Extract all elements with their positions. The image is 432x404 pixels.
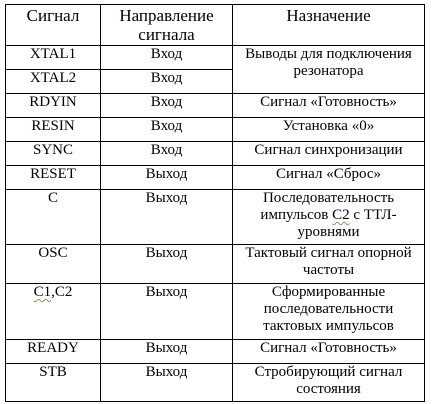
- cell-direction: Выход: [101, 340, 233, 364]
- cell-signal: READY: [6, 340, 101, 364]
- cell-signal: C: [6, 190, 101, 245]
- table-row: [6, 364, 425, 402]
- header-direction: Направление сигнала: [101, 5, 233, 46]
- cell-purpose: Сигнал «Сброс»: [233, 166, 425, 190]
- cell-direction: Выход: [101, 284, 233, 340]
- cell-direction: Вход: [101, 142, 233, 166]
- cell-purpose: [233, 190, 425, 245]
- table-row: [6, 284, 425, 340]
- cell-direction: Выход: [101, 245, 233, 284]
- table-row: [6, 340, 425, 364]
- cell-signal: SYNC: [6, 142, 101, 166]
- cell-signal: RESET: [6, 166, 101, 190]
- cell-signal: [6, 284, 101, 340]
- table-row: [6, 166, 425, 190]
- purpose-c2: С2: [332, 207, 350, 223]
- table-row: [6, 245, 425, 284]
- table-row: [6, 190, 425, 245]
- header-row: [6, 5, 425, 46]
- signal-c2: ,С2: [51, 284, 73, 300]
- cell-direction: Выход: [101, 364, 233, 402]
- cell-direction: Вход: [101, 118, 233, 142]
- purpose-text: Последовательность импульсов: [260, 190, 395, 223]
- cell-purpose: Стробирующий сигнал состояния: [233, 364, 425, 402]
- cell-direction: Вход: [101, 94, 233, 118]
- cell-purpose: Выводы для подключения резонатора: [233, 46, 425, 94]
- cell-signal: OSC: [6, 245, 101, 284]
- cell-purpose: Сигнал «Готовность»: [233, 340, 425, 364]
- cell-direction: Вход: [101, 46, 233, 70]
- cell-purpose: Сигнал синхронизации: [233, 142, 425, 166]
- cell-direction: Вход: [101, 70, 233, 94]
- cell-purpose: Сформированные последовательности тактовых импульсов: [233, 284, 425, 340]
- header-purpose: Назначение: [233, 5, 425, 46]
- table-row: [6, 94, 425, 118]
- header-signal: Сигнал: [6, 5, 101, 46]
- cell-purpose: Тактовый сигнал опорной частоты: [233, 245, 425, 284]
- cell-direction: Выход: [101, 166, 233, 190]
- cell-direction: Выход: [101, 190, 233, 245]
- cell-purpose: Установка «0»: [233, 118, 425, 142]
- cell-signal: XTAL2: [6, 70, 101, 94]
- cell-purpose: Сигнал «Готовность»: [233, 94, 425, 118]
- purpose-text: с ТТЛ-уровнями: [297, 207, 397, 240]
- cell-signal: RESIN: [6, 118, 101, 142]
- signals-table: [5, 4, 425, 402]
- cell-signal: STB: [6, 364, 101, 402]
- table-row: [6, 142, 425, 166]
- signal-c1: С1: [33, 284, 52, 300]
- cell-signal: XTAL1: [6, 46, 101, 70]
- table-row: [6, 46, 425, 70]
- cell-signal: RDYIN: [6, 94, 101, 118]
- table-row: [6, 118, 425, 142]
